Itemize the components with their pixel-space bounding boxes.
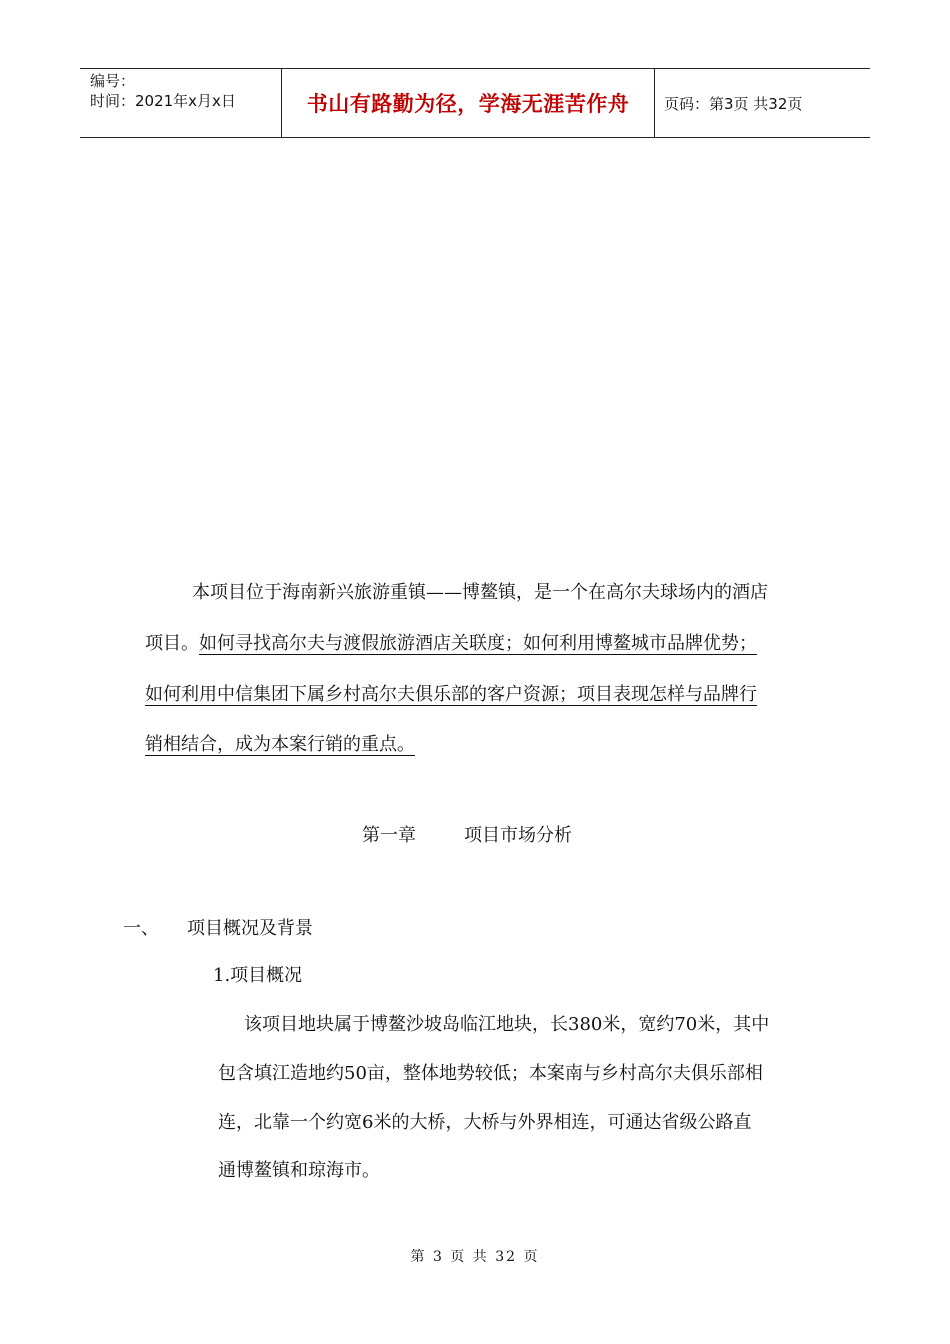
chapter-title: 项目市场分析: [464, 825, 572, 846]
section-title: 项目概况及背景: [187, 918, 313, 939]
subsection-heading: 1.项目概况: [213, 965, 303, 986]
intro-line-2-plain: 项目。: [145, 633, 199, 654]
body-line-3: 连，北靠一个约宽6米的大桥，大桥与外界相连，可通达省级公路直: [218, 1112, 752, 1133]
chapter-heading: [362, 824, 572, 848]
page-header: [80, 68, 870, 138]
section-number: 一、: [123, 918, 159, 939]
intro-line-4: 销相结合，成为本案行销的重点。: [145, 734, 415, 755]
intro-line-2-underlined: 如何寻找高尔夫与渡假旅游酒店关联度；如何利用博鳌城市品牌优势；: [199, 633, 757, 654]
body-line-4: 通博鳌镇和琼海市。: [218, 1160, 380, 1181]
intro-line-1: 本项目位于海南新兴旅游重镇——博鳌镇，是一个在高尔夫球场内的酒店: [192, 582, 768, 603]
page-footer: 第 3 页 共 32 页: [410, 1249, 540, 1265]
chapter-number: 第一章: [362, 825, 416, 846]
date-label: 时间：2021年x月x日: [90, 92, 236, 110]
intro-line-3: 如何利用中信集团下属乡村高尔夫俱乐部的客户资源；项目表现怎样与品牌行: [145, 684, 757, 705]
section-heading: [123, 917, 313, 941]
intro-line-2: [145, 632, 757, 656]
body-line-1: 该项目地块属于博鳌沙坡岛临江地块，长380米，宽约70米，其中: [244, 1014, 770, 1035]
code-label: 编号：: [90, 72, 136, 90]
header-page-info: 页码：第3页 共32页: [664, 94, 803, 113]
header-motto: 书山有路勤为径，学海无涯苦作舟: [281, 69, 655, 137]
body-line-2: 包含填江造地约50亩，整体地势较低；本案南与乡村高尔夫俱乐部相: [218, 1063, 763, 1084]
header-left-cell: [80, 69, 281, 137]
